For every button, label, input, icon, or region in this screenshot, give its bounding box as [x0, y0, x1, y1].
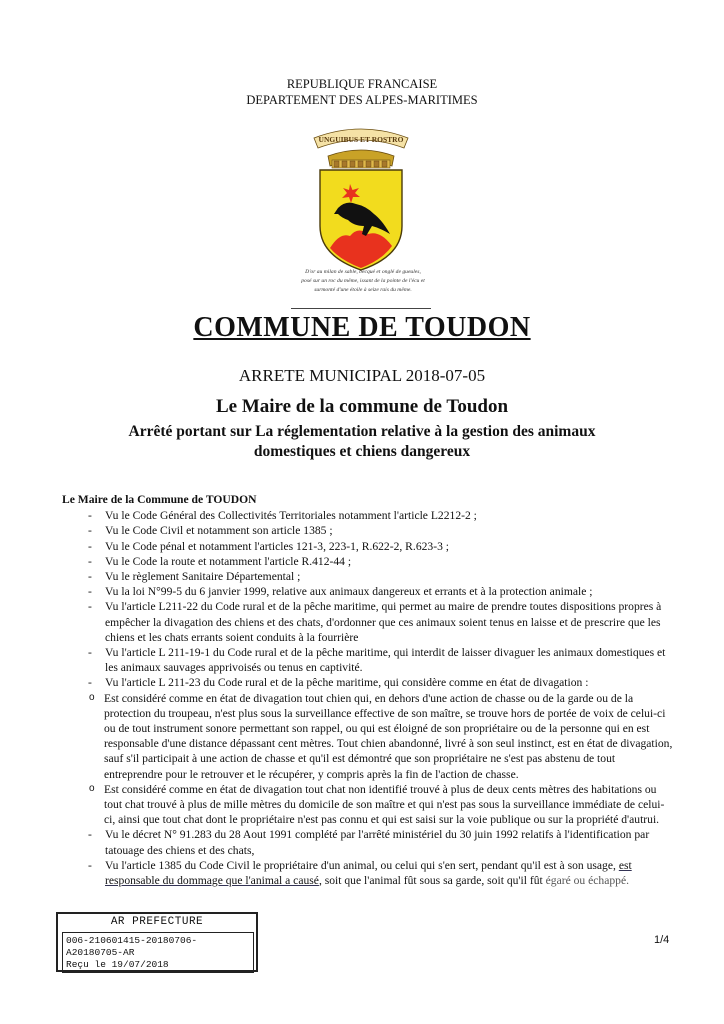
- list-item: - Vu l'article L211-22 du Code rural et de la pêche maritime, qui permet au maire de prendre toutes dispositions propres à empêcher la divagation des chiens et des chats, d'ordonner que ces animaux soient tenus en laisse et de prescrire que les chiens et les chats errants soient conduits à la fourrière: [62, 599, 674, 645]
- list-item: - Vu le règlement Sanitaire Départemental ;: [62, 569, 674, 584]
- item-1385-tail: égaré ou échappé.: [545, 874, 629, 888]
- maire-heading: Le Maire de la commune de Toudon: [215, 396, 509, 417]
- page-number: 1/4: [654, 934, 670, 946]
- document-header: [0, 76, 724, 108]
- stamp-reference: 006-210601415-20180706-A20180705-AR: [66, 935, 198, 958]
- list-item: [62, 858, 674, 888]
- item-1385-after: , soit que l'animal fût sous sa garde, soit qu'il fût: [318, 874, 546, 888]
- commune-title: COMMUNE DE TOUDON: [193, 312, 531, 343]
- crest-banner: [314, 129, 408, 148]
- stamp-details: [62, 932, 254, 973]
- list-item: - Vu la loi N°99-5 du 6 janvier 1999, relative aux animaux dangereux et errants et à la protection animale ;: [62, 584, 674, 599]
- considerants-list: [62, 508, 674, 690]
- header-departement: DEPARTEMENT DES ALPES-MARITIMES: [246, 93, 478, 107]
- list-item: [62, 675, 674, 690]
- item-1385-before: Vu l'article 1385 du Code Civil le propriétaire d'un animal, ou celui qui s'en sert, pendant qu'il est à son usage,: [105, 858, 619, 872]
- list-item: - Vu le Code pénal et notamment l'articles 121-3, 223-1, R.622-2, R.623-3 ;: [62, 539, 674, 554]
- arrete-subject: Arrêté portant sur La réglementation relative à la gestion des animaux domestiques et chiens dangereux: [128, 423, 596, 460]
- crest-caption: D'or au milan de sable, becqué et onglé de gueules, posé sur un roc du même, issant de la pointe de l'écu et surmonté d'une étoile à seize rais du même.: [301, 269, 425, 293]
- title-divider: [291, 308, 431, 309]
- coat-of-arms-icon: [308, 122, 414, 272]
- list-item: - Vu le Code la route et notamment l'article R.412-44 ;: [62, 554, 674, 569]
- crest-crown: [328, 150, 394, 168]
- sublist-item: o Est considéré comme en état de divagation tout chien qui, en dehors d'une action de chasse ou de la garde ou de la protection du troupeau, n'est plus sous la surveillance effective de son maître, se trouve hors de portée de voix de celui-ci ou de tout instrument sonore permettant son rappel, ou qui est éloigné de son propriétaire ou de la personne qui en est responsable d'une distance dépassant cent mètres. Tout chien abandonné, livré à son seul instinct, est en état de divagation, sauf s'il participait à une action de chasse et qu'il est démontré que son propriétaire ne s'est pas abstenu de tout entreprendre pour le retrouver et le récupérer, y compris après la fin de l'action de chasse.: [62, 691, 674, 782]
- arrete-number: ARRETE MUNICIPAL 2018-07-05: [238, 366, 486, 385]
- list-item-text: Vu l'article L 211-23 du Code rural et de la pêche maritime, qui considère comme en état de divagation :: [105, 676, 589, 690]
- prefecture-stamp: [56, 912, 258, 972]
- item-1385-underlined: est responsable du dommage que l'animal a causé: [105, 858, 632, 888]
- stamp-received-date: Reçu le 19/07/2018: [66, 959, 169, 970]
- body-intro: Le Maire de la Commune de TOUDON: [62, 493, 257, 506]
- sublist-item: o Est considéré comme en état de divagation tout chat non identifié trouvé à plus de deux cents mètres des habitations ou tout chat trouvé à plus de mille mètres du domicile de son maître et qui n'est pas sous la surveillance immédiate de celui-ci, ainsi que tout chat dont le propriétaire n'est pas connu et qui est saisi sur la voie publique ou sur la propriété d'autrui.: [62, 782, 674, 828]
- list-item: - Vu le Code Civil et notamment son article 1385 ;: [62, 523, 674, 538]
- considerants-list-continued: [62, 827, 674, 888]
- header-republique: REPUBLIQUE FRANCAISE: [286, 77, 438, 91]
- list-item: - Vu le décret N° 91.283 du 28 Aout 1991 complété par l'arrêté ministériel du 30 juin 1992 relatifs à l'identification par tatouage des chiens et des chats,: [62, 827, 674, 857]
- divagation-sublist: [62, 691, 674, 828]
- crest-motto: UNGUIBUS ET ROSTRO: [318, 135, 404, 144]
- stamp-title: AR PREFECTURE: [110, 916, 204, 928]
- list-item: - Vu l'article L 211-19-1 du Code rural et de la pêche maritime, qui interdit de laisser divaguer les animaux domestiques et les animaux sauvages apprivoisés ou tenus en captivité.: [62, 645, 674, 675]
- document-body: [62, 492, 674, 888]
- list-item: - Vu le Code Général des Collectivités Territoriales notamment l'article L2212-2 ;: [62, 508, 674, 523]
